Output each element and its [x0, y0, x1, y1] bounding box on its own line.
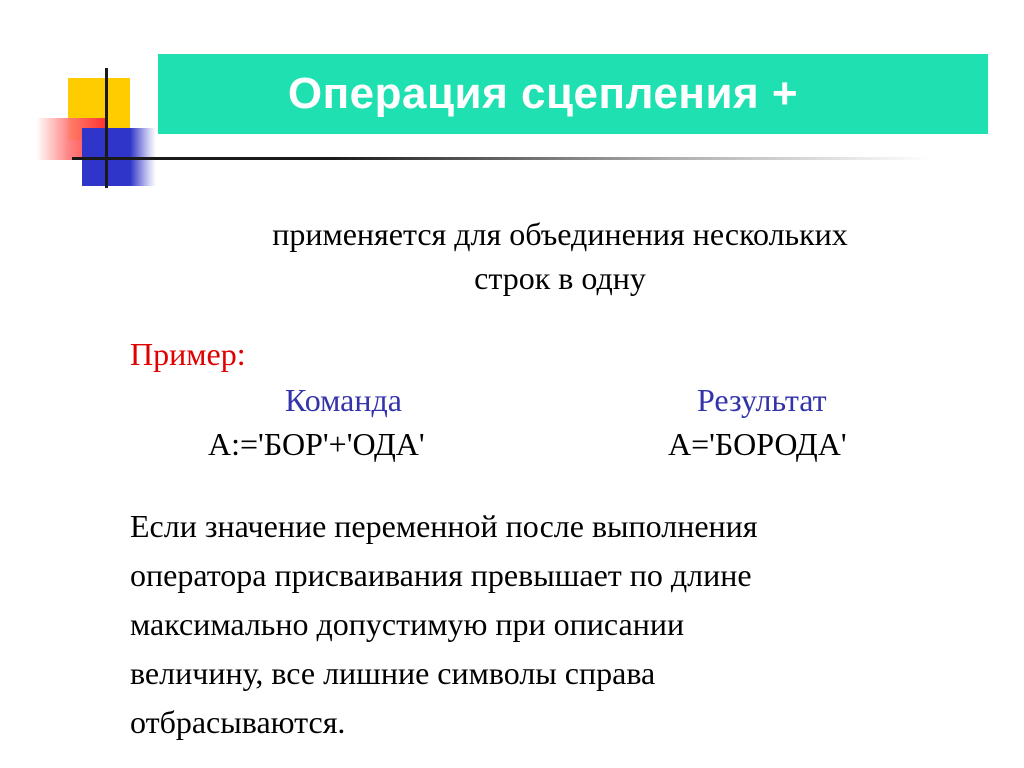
logo-vertical-line [105, 68, 108, 188]
title-underline [72, 157, 932, 160]
result-header: Результат [697, 382, 827, 418]
example-label: Пример: [130, 336, 246, 372]
paragraph-line: величину, все лишние символы справа [130, 655, 656, 691]
subtitle-line: применяется для объединения нескольких [272, 216, 848, 252]
command-value: A:='БОР'+'ОДА' [208, 426, 425, 462]
paragraph-line: отбрасываются. [130, 704, 346, 740]
result-value: A='БОРОДА' [668, 426, 847, 462]
slide-title: Операция сцепления + [287, 69, 799, 118]
paragraph-line: максимально допустимую при описании [130, 606, 685, 642]
subtitle-line: строк в одну [474, 260, 646, 296]
title-bar [158, 54, 988, 134]
paragraph-line: Если значение переменной после выполнения [130, 508, 758, 544]
subtitle [130, 212, 990, 300]
paragraph-line: оператора присваивания превышает по длине [130, 557, 752, 593]
command-header: Команда [285, 382, 402, 418]
explanation-paragraph [130, 502, 950, 747]
